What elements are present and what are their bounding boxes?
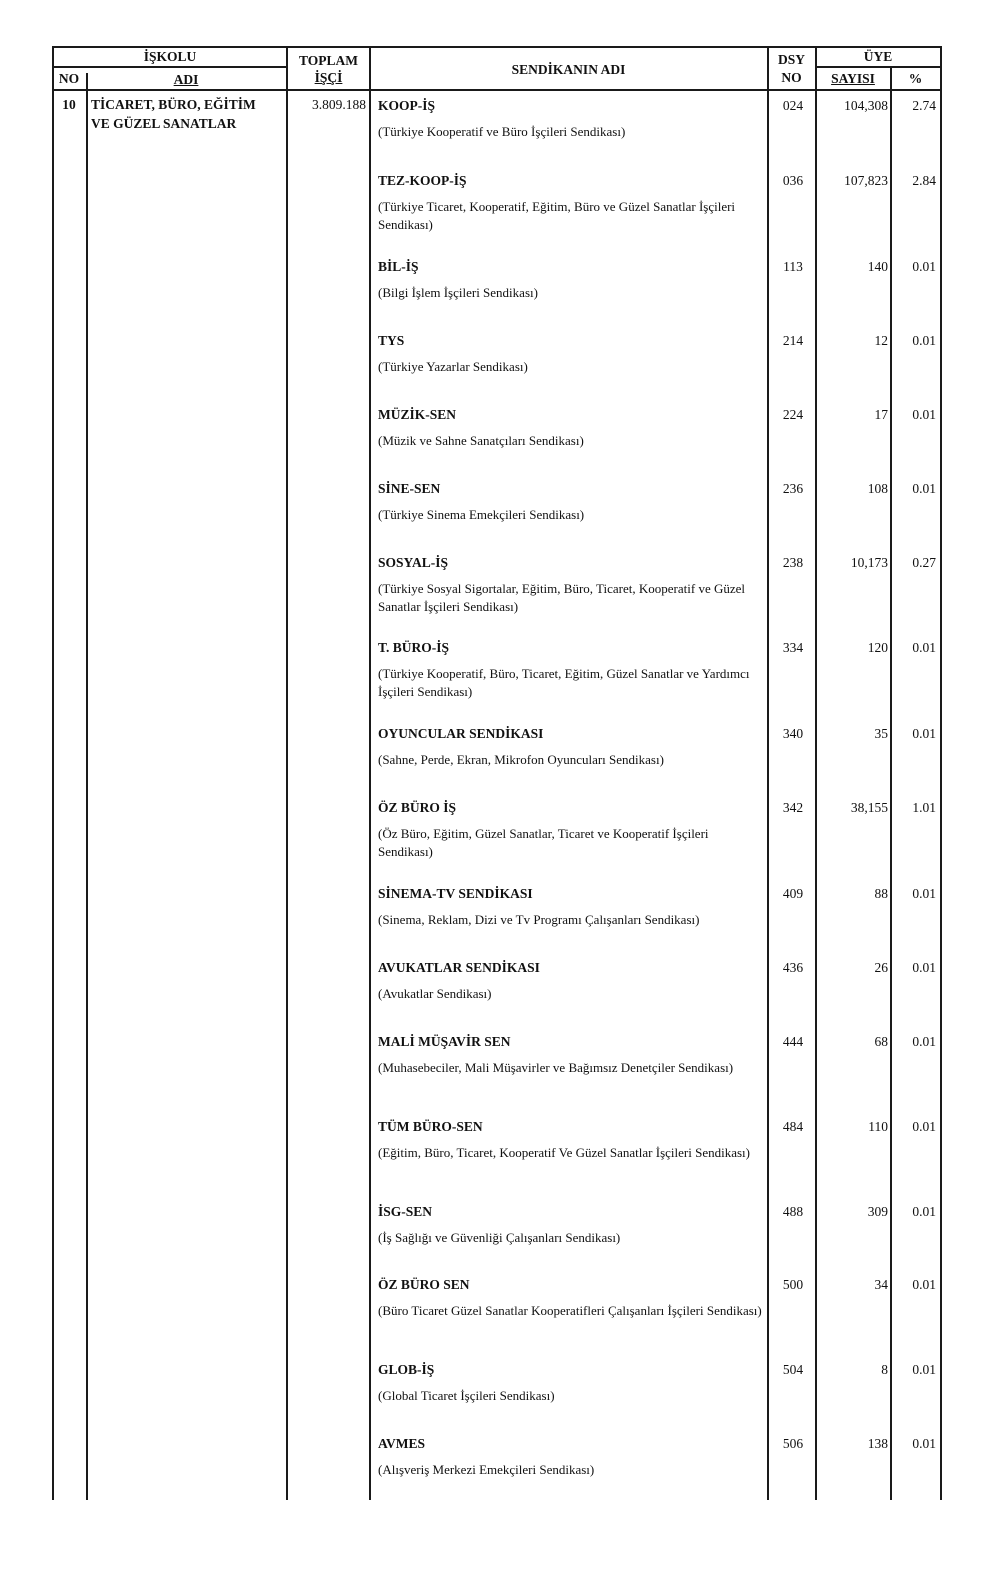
table-border-left <box>52 47 54 1500</box>
member-percent: 0.01 <box>912 1119 936 1134</box>
sector-name-line1: TİCARET, BÜRO, EĞİTİM <box>91 97 256 112</box>
dsy-number: 113 <box>783 259 803 274</box>
union-name-cell <box>378 1435 763 1479</box>
member-count: 68 <box>874 1034 888 1049</box>
union-name-cell <box>378 1361 763 1405</box>
union-full-name: (Global Ticaret İşçileri Sendikası) <box>378 1388 555 1403</box>
dsy-number: 500 <box>782 1277 804 1292</box>
dsy-number: 506 <box>782 1436 804 1451</box>
union-name-cell <box>378 480 763 524</box>
member-percent: 2.74 <box>912 98 936 113</box>
union-full-name: (Büro Ticaret Güzel Sanatlar Kooperatifleri Çalışanları İşçileri Sendikası) <box>378 1303 762 1318</box>
union-name-cell <box>378 258 763 302</box>
member-percent: 0.01 <box>912 259 936 274</box>
union-abbreviation: SOSYAL-İŞ <box>378 555 449 570</box>
dsy-number: 504 <box>782 1362 804 1377</box>
union-full-name: (Bilgi İşlem İşçileri Sendikası) <box>378 285 538 300</box>
member-percent: 1.01 <box>912 800 936 815</box>
union-full-name: (Türkiye Kooperatif ve Büro İşçileri Sendikası) <box>378 124 626 139</box>
member-count: 10,173 <box>850 555 888 570</box>
header-sendika-adi: SENDİKANIN ADI <box>511 62 626 77</box>
union-abbreviation: OYUNCULAR SENDİKASI <box>378 726 544 741</box>
union-name-cell <box>378 406 763 450</box>
union-abbreviation: TEZ-KOOP-İŞ <box>378 173 467 188</box>
union-abbreviation: SİNEMA-TV SENDİKASI <box>378 886 533 901</box>
dsy-number: 484 <box>782 1119 804 1134</box>
member-count: 38,155 <box>850 800 888 815</box>
dsy-number: 236 <box>782 481 804 496</box>
member-count: 108 <box>867 481 888 496</box>
dsy-number: 024 <box>782 98 804 113</box>
union-full-name: (Türkiye Sosyal Sigortalar, Eğitim, Büro, Ticaret, Kooperatif ve Güzel Sanatlar İşçileri Sendikası) <box>378 581 746 614</box>
member-percent: 0.01 <box>912 1436 936 1451</box>
sector-no: 10 <box>62 97 76 112</box>
member-percent: 0.01 <box>912 407 936 422</box>
dsy-number: 214 <box>782 333 804 348</box>
member-count: 140 <box>867 259 888 274</box>
union-name-cell <box>378 1203 763 1247</box>
union-abbreviation: T. BÜRO-İŞ <box>378 640 450 655</box>
union-abbreviation: ÖZ BÜRO SEN <box>378 1277 470 1292</box>
member-percent: 0.01 <box>912 1034 936 1049</box>
union-full-name: (Sahne, Perde, Ekran, Mikrofon Oyuncuları Sendikası) <box>378 752 664 767</box>
header-dsy-no: NO <box>781 70 802 85</box>
member-count: 17 <box>874 407 888 422</box>
dsy-number: 224 <box>782 407 804 422</box>
union-name-cell <box>378 1276 763 1320</box>
union-name-cell <box>378 725 763 769</box>
table-border-right <box>940 47 942 1500</box>
header-no: NO <box>58 71 80 86</box>
union-name-cell <box>378 1033 763 1077</box>
union-name-cell <box>378 172 763 234</box>
header-dsy: DSY <box>777 52 805 67</box>
member-count: 88 <box>874 886 888 901</box>
header-subrule-uye <box>815 66 942 68</box>
member-count: 35 <box>874 726 888 741</box>
column-divider-toplam <box>369 47 371 1500</box>
sector-name-line2: VE GÜZEL SANATLAR <box>91 116 237 131</box>
column-divider-sendika <box>767 47 769 1500</box>
union-name-cell <box>378 1118 763 1162</box>
member-count: 138 <box>867 1436 888 1451</box>
union-abbreviation: BİL-İŞ <box>378 259 419 274</box>
header-subrule-iskolu <box>52 66 288 68</box>
header-bottom-rule <box>52 89 942 91</box>
member-count: 309 <box>867 1204 888 1219</box>
member-percent: 0.01 <box>912 1204 936 1219</box>
union-full-name: (İş Sağlığı ve Güvenliği Çalışanları Sendikası) <box>378 1230 621 1245</box>
member-percent: 0.01 <box>912 333 936 348</box>
member-percent: 0.01 <box>912 1362 936 1377</box>
dsy-number: 436 <box>782 960 804 975</box>
union-abbreviation: AVUKATLAR SENDİKASI <box>378 960 540 975</box>
union-name-cell <box>378 554 763 616</box>
union-full-name: (Muhasebeciler, Mali Müşavirler ve Bağımsız Denetçiler Sendikası) <box>378 1060 734 1075</box>
header-uye: ÜYE <box>863 49 893 64</box>
header-sayisi: SAYISI <box>831 71 875 86</box>
member-count: 104,308 <box>844 98 888 113</box>
dsy-number: 334 <box>782 640 804 655</box>
dsy-number: 238 <box>782 555 804 570</box>
member-count: 26 <box>874 960 888 975</box>
union-name-cell <box>378 639 763 701</box>
union-full-name: (Türkiye Yazarlar Sendikası) <box>378 359 528 374</box>
union-name-cell <box>378 97 763 141</box>
header-percent: % <box>908 71 923 86</box>
dsy-number: 444 <box>782 1034 804 1049</box>
member-count: 12 <box>874 333 888 348</box>
union-abbreviation: MÜZİK-SEN <box>378 407 457 422</box>
member-percent: 2.84 <box>912 173 936 188</box>
union-full-name: (Sinema, Reklam, Dizi ve Tv Programı Çalışanları Sendikası) <box>378 912 700 927</box>
union-abbreviation: TYS <box>378 333 405 348</box>
union-abbreviation: İSG-SEN <box>378 1204 433 1219</box>
table-border-top <box>52 46 942 48</box>
member-count: 8 <box>881 1362 888 1377</box>
union-abbreviation: TÜM BÜRO-SEN <box>378 1119 483 1134</box>
dsy-number: 342 <box>782 800 804 815</box>
dsy-number: 340 <box>782 726 804 741</box>
member-percent: 0.01 <box>912 960 936 975</box>
member-percent: 0.01 <box>912 640 936 655</box>
union-full-name: (Avukatlar Sendikası) <box>378 986 492 1001</box>
member-count: 34 <box>874 1277 888 1292</box>
union-name-cell <box>378 799 763 861</box>
header-adi: ADI <box>173 72 199 87</box>
union-abbreviation: MALİ MÜŞAVİR SEN <box>378 1034 511 1049</box>
member-count: 107,823 <box>844 173 888 188</box>
header-isci: İŞÇİ <box>314 70 343 85</box>
column-divider-adi <box>286 47 288 1500</box>
member-percent: 0.01 <box>912 1277 936 1292</box>
member-percent: 0.01 <box>912 886 936 901</box>
member-percent: 0.01 <box>912 481 936 496</box>
member-count: 110 <box>868 1119 888 1134</box>
union-abbreviation: AVMES <box>378 1436 426 1451</box>
union-full-name: (Müzik ve Sahne Sanatçıları Sendikası) <box>378 433 584 448</box>
member-percent: 0.01 <box>912 726 936 741</box>
union-full-name: (Eğitim, Büro, Ticaret, Kooperatif Ve Güzel Sanatlar İşçileri Sendikası) <box>378 1145 750 1160</box>
member-count: 120 <box>867 640 888 655</box>
column-divider-no <box>86 73 88 1500</box>
union-abbreviation: KOOP-İŞ <box>378 98 436 113</box>
sector-total-workers: 3.809.188 <box>312 97 366 112</box>
union-abbreviation: SİNE-SEN <box>378 481 441 496</box>
header-toplam: TOPLAM <box>298 53 358 68</box>
union-name-cell <box>378 332 763 376</box>
union-name-cell <box>378 885 763 929</box>
member-percent: 0.27 <box>912 555 936 570</box>
union-full-name: (Türkiye Kooperatif, Büro, Ticaret, Eğitim, Güzel Sanatlar ve Yardımcı İşçileri Sendikası) <box>378 666 750 699</box>
column-divider-sayisi <box>890 66 892 1500</box>
union-full-name: (Öz Büro, Eğitim, Güzel Sanatlar, Ticaret ve Kooperatif İşçileri Sendikası) <box>378 826 709 859</box>
header-iskolu: İŞKOLU <box>143 49 197 64</box>
union-name-cell <box>378 959 763 1003</box>
union-full-name: (Türkiye Sinema Emekçileri Sendikası) <box>378 507 585 522</box>
dsy-number: 488 <box>782 1204 804 1219</box>
union-full-name: (Alışveriş Merkezi Emekçileri Sendikası) <box>378 1462 595 1477</box>
union-full-name: (Türkiye Ticaret, Kooperatif, Eğitim, Büro ve Güzel Sanatlar İşçileri Sendikası) <box>378 199 736 232</box>
dsy-number: 409 <box>782 886 804 901</box>
union-abbreviation: GLOB-İŞ <box>378 1362 435 1377</box>
dsy-number: 036 <box>782 173 804 188</box>
union-abbreviation: ÖZ BÜRO İŞ <box>378 800 457 815</box>
